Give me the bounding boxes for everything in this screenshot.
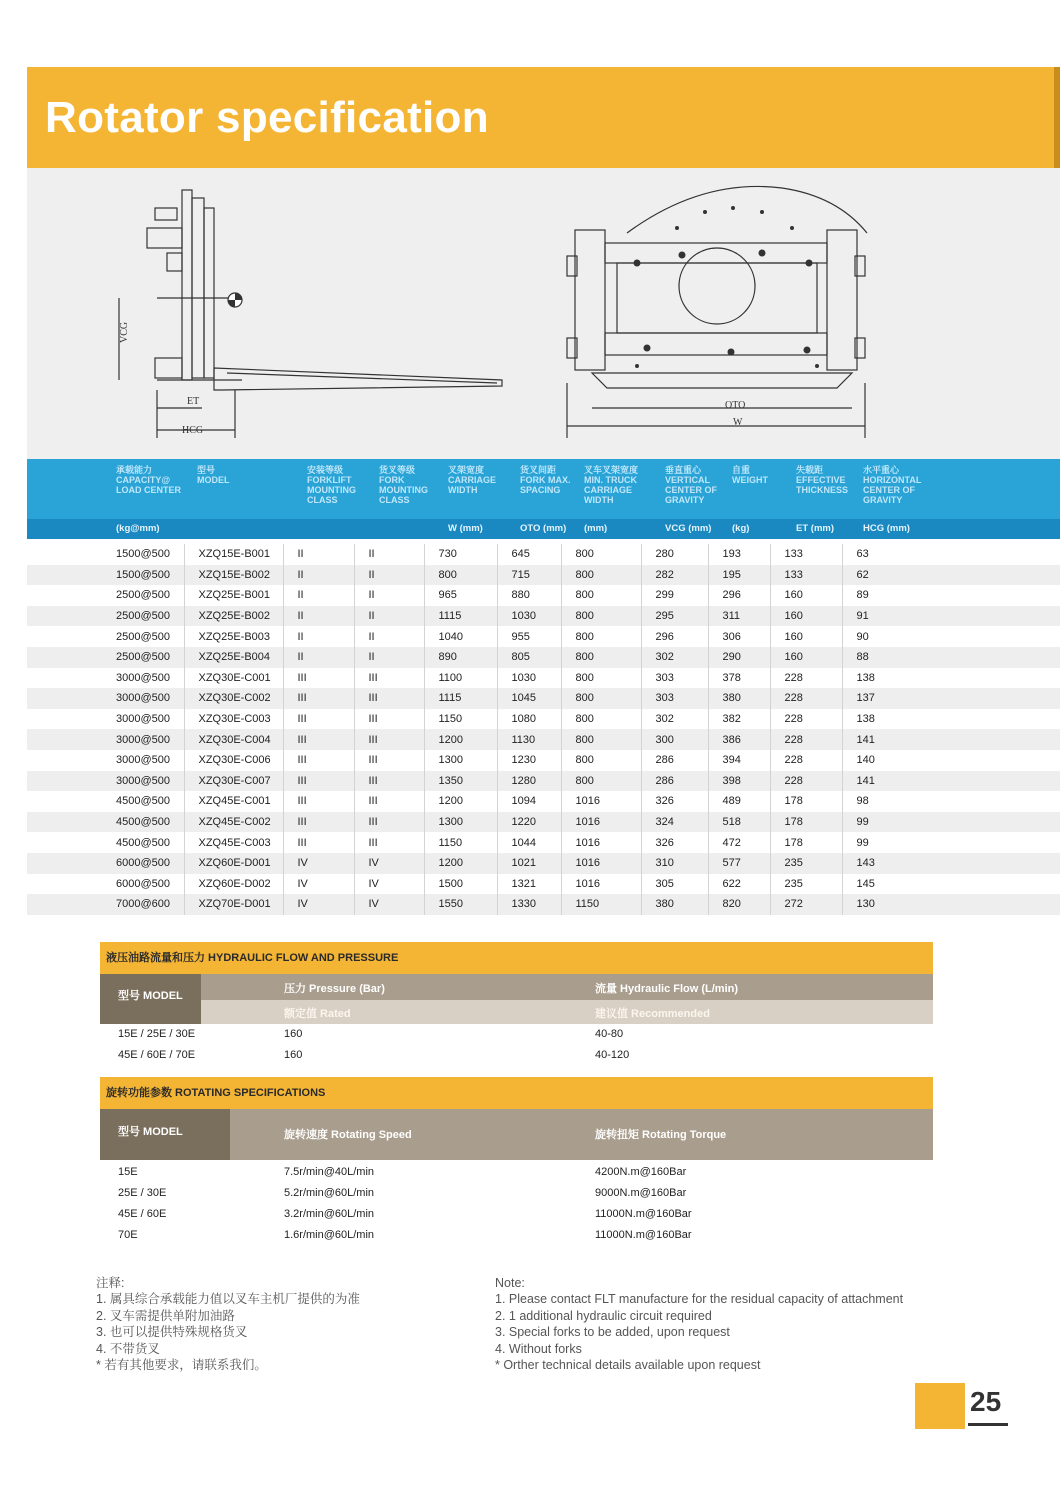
banner-edge [1054, 67, 1060, 168]
table-row [27, 729, 1060, 750]
table-cell: 133 [770, 565, 842, 586]
table-cell: 622 [708, 874, 770, 895]
table-cell: 324 [641, 812, 708, 833]
table-cell: 235 [770, 874, 842, 895]
table-cell: XZQ25E-B003 [184, 626, 283, 647]
table-cell: 1500@500 [27, 565, 184, 586]
table-cell: 91 [842, 606, 1060, 627]
table-cell: 7000@600 [27, 894, 184, 915]
table-cell: 1030 [497, 668, 561, 689]
header-model: 型号 MODEL [197, 465, 230, 485]
recommended-label: 建议值 Recommended [595, 1008, 710, 1020]
table-cell: II [283, 606, 354, 627]
table-cell: 730 [424, 544, 497, 565]
table-cell: 386 [708, 729, 770, 750]
table-cell: 326 [641, 832, 708, 853]
unit-hcg: HCG (mm) [863, 523, 910, 534]
table-cell: 1100 [424, 668, 497, 689]
table-cell: 1094 [497, 791, 561, 812]
table-cell: 1044 [497, 832, 561, 853]
table-cell: 1016 [561, 791, 641, 812]
table-cell: II [354, 647, 424, 668]
page-title: Rotator specification [45, 93, 489, 142]
table-cell: III [283, 812, 354, 833]
title-banner [27, 67, 1060, 168]
speed-label: 旋转速度 Rotating Speed [284, 1129, 412, 1141]
table-cell: III [283, 729, 354, 750]
header-fork-spacing: 货叉间距 FORK MAX. SPACING [520, 465, 571, 495]
table-cell: 4500@500 [116, 795, 170, 808]
table-cell: 88 [842, 647, 1060, 668]
table-cell: II [283, 585, 354, 606]
table-cell: 489 [708, 791, 770, 812]
table-cell: III [354, 709, 424, 730]
rotating-cell: 7.5r/min@40L/min [284, 1166, 375, 1178]
table-cell: 302 [641, 709, 708, 730]
table-cell: 311 [708, 606, 770, 627]
table-cell: 1150 [561, 894, 641, 915]
table-cell: 310 [641, 853, 708, 874]
table-cell: 380 [708, 688, 770, 709]
table-cell: 2500@500 [27, 606, 184, 627]
flow-label: 流量 Hydraulic Flow (L/min) [595, 983, 739, 995]
header-forklift-class: 安装等级 FORKLIFT MOUNTING CLASS [307, 465, 356, 505]
table-cell: XZQ45E-C001 [184, 791, 283, 812]
table-cell: 160 [770, 626, 842, 647]
table-cell: 890 [424, 647, 497, 668]
page-number-underline [968, 1423, 1008, 1426]
hydraulic-cell: 160 [284, 1028, 303, 1040]
table-cell: 178 [770, 812, 842, 833]
table-cell: 1030 [497, 606, 561, 627]
hydraulic-cell: 160 [284, 1049, 303, 1061]
table-cell: 280 [641, 544, 708, 565]
page-number-block [915, 1383, 965, 1429]
rotating-cell: 45E / 60E [118, 1208, 167, 1220]
table-cell: III [354, 771, 424, 792]
table-cell: XZQ70E-D001 [184, 894, 283, 915]
table-cell: III [354, 668, 424, 689]
table-row [27, 750, 1060, 771]
table-cell: 1300 [424, 812, 497, 833]
table-cell: 296 [641, 626, 708, 647]
table-row [27, 832, 1060, 853]
table-cell: II [354, 544, 424, 565]
table-cell: 378 [708, 668, 770, 689]
table-cell: 99 [842, 812, 1060, 833]
table-cell: II [354, 606, 424, 627]
header-capacity: 承载能力 CAPACITY@ LOAD CENTER [116, 465, 181, 495]
header-carriage-width: 叉架宽度 CARRIAGE WIDTH [448, 465, 497, 495]
table-cell: 193 [708, 544, 770, 565]
table-cell: 4500@500 [116, 836, 170, 849]
table-cell: 228 [770, 729, 842, 750]
table-cell: III [283, 709, 354, 730]
table-cell: 3000@500 [116, 754, 170, 767]
table-cell: 800 [561, 606, 641, 627]
table-cell: 1045 [497, 688, 561, 709]
table-cell: II [283, 565, 354, 586]
table-cell: 800 [561, 771, 641, 792]
table-cell: IV [283, 874, 354, 895]
unit-et: ET (mm) [796, 523, 834, 534]
table-row [27, 626, 1060, 647]
table-cell: 1200 [424, 853, 497, 874]
table-cell: III [354, 729, 424, 750]
table-cell: 300 [641, 729, 708, 750]
hydraulic-subheader-row [201, 1000, 933, 1024]
rotating-cell: 9000N.m@160Bar [595, 1187, 687, 1199]
table-cell: 1300 [424, 750, 497, 771]
table-cell: 398 [708, 771, 770, 792]
spec-table-header [27, 459, 1060, 519]
table-cell: 1115 [424, 606, 497, 627]
table-cell: 138 [842, 709, 1060, 730]
rotating-cell: 25E / 30E [118, 1187, 167, 1199]
technical-drawing-area [27, 168, 1060, 459]
table-cell: 1115 [424, 688, 497, 709]
table-cell: 394 [708, 750, 770, 771]
table-cell: III [283, 750, 354, 771]
table-cell: 4500@500 [27, 812, 184, 833]
table-cell: 160 [770, 606, 842, 627]
table-cell: 299 [641, 585, 708, 606]
table-cell: 286 [641, 771, 708, 792]
table-cell: 89 [842, 585, 1060, 606]
unit-weight: (kg) [732, 523, 750, 534]
rotating-section-title: 旋转功能参数 ROTATING SPECIFICATIONS [100, 1077, 933, 1109]
table-cell: 303 [641, 668, 708, 689]
table-cell: 3000@500 [27, 688, 184, 709]
unit-capacity: (kg@mm) [116, 523, 160, 534]
table-row [27, 853, 1060, 874]
table-cell: III [283, 668, 354, 689]
table-cell: III [354, 832, 424, 853]
hydraulic-cell: 45E / 60E / 70E [118, 1049, 196, 1061]
hydraulic-model-header: 型号 MODEL [100, 974, 201, 1024]
table-cell: 800 [561, 565, 641, 586]
table-cell: 800 [561, 688, 641, 709]
table-cell: 137 [842, 688, 1060, 709]
unit-w: W (mm) [448, 523, 483, 534]
table-cell: II [354, 565, 424, 586]
table-cell: XZQ25E-B004 [184, 647, 283, 668]
table-row [27, 668, 1060, 689]
table-cell: 800 [561, 750, 641, 771]
table-cell: 645 [497, 544, 561, 565]
table-row [27, 709, 1060, 730]
table-cell: 380 [641, 894, 708, 915]
table-cell: III [354, 812, 424, 833]
label-oto: OTO [725, 400, 746, 411]
table-cell: 2500@500 [27, 647, 184, 668]
table-cell: 145 [842, 874, 1060, 895]
table-cell: XZQ25E-B002 [184, 606, 283, 627]
rotating-cell: 5.2r/min@60L/min [284, 1187, 375, 1199]
table-cell: 1500 [424, 874, 497, 895]
table-cell: 3000@500 [116, 713, 170, 726]
table-cell: 195 [708, 565, 770, 586]
rotating-cell: 11000N.m@160Bar [595, 1229, 692, 1241]
table-cell: 62 [842, 565, 1060, 586]
table-cell: 800 [561, 668, 641, 689]
table-cell: XZQ30E-C002 [184, 688, 283, 709]
header-truck-carriage: 叉车叉架宽度 MIN. TRUCK CARRIAGE WIDTH [584, 465, 639, 505]
table-cell: 1016 [561, 853, 641, 874]
rotating-cell: 70E [118, 1229, 138, 1241]
table-cell: XZQ15E-B002 [184, 565, 283, 586]
hydraulic-cell: 40-80 [595, 1028, 624, 1040]
label-vcg: VCG [119, 321, 130, 343]
table-cell: 965 [424, 585, 497, 606]
table-cell: 302 [641, 647, 708, 668]
table-cell: XZQ60E-D001 [184, 853, 283, 874]
table-cell: II [283, 626, 354, 647]
table-cell: 228 [770, 750, 842, 771]
table-cell: XZQ30E-C003 [184, 709, 283, 730]
table-cell: 1021 [497, 853, 561, 874]
table-cell: 1550 [424, 894, 497, 915]
table-cell: II [354, 585, 424, 606]
table-cell: 800 [424, 565, 497, 586]
label-hcg: HCG [182, 425, 204, 436]
table-cell: IV [354, 874, 424, 895]
table-cell: XZQ45E-C002 [184, 812, 283, 833]
table-cell: 306 [708, 626, 770, 647]
rotating-cell: 3.2r/min@60L/min [284, 1208, 375, 1220]
table-row [27, 606, 1060, 627]
table-cell: 290 [708, 647, 770, 668]
table-row [27, 874, 1060, 895]
table-cell: 1200 [424, 791, 497, 812]
table-cell: XZQ30E-C004 [184, 729, 283, 750]
table-cell: 326 [641, 791, 708, 812]
hydraulic-cell: 15E / 25E / 30E [118, 1028, 196, 1040]
table-cell: 1321 [497, 874, 561, 895]
table-cell: 295 [641, 606, 708, 627]
table-cell: III [283, 791, 354, 812]
table-cell: 141 [842, 729, 1060, 750]
table-cell: 140 [842, 750, 1060, 771]
spec-table [27, 544, 1060, 915]
table-cell: 160 [770, 585, 842, 606]
table-cell: XZQ30E-C001 [184, 668, 283, 689]
table-cell: 3000@500 [116, 671, 170, 684]
table-cell: 178 [770, 791, 842, 812]
table-row [27, 791, 1060, 812]
table-cell: 1130 [497, 729, 561, 750]
table-cell: 1200 [424, 729, 497, 750]
table-cell: 1220 [497, 812, 561, 833]
table-cell: II [283, 544, 354, 565]
hydraulic-section-title: 液压油路流量和压力 HYDRAULIC FLOW AND PRESSURE [100, 942, 933, 974]
table-cell: 1016 [561, 874, 641, 895]
table-cell: 228 [770, 668, 842, 689]
table-cell: 138 [842, 668, 1060, 689]
table-cell: 820 [708, 894, 770, 915]
notes-chinese: 注释: 1. 属具综合承载能力值以叉车主机厂提供的为准 2. 叉车需提供单附加油路 3. 也可以提供特殊规格货叉 4. 不带货叉 * 若有其他要求，请联系我们。 [96, 1276, 360, 1373]
table-cell: 518 [708, 812, 770, 833]
table-cell: 1080 [497, 709, 561, 730]
table-cell: 1280 [497, 771, 561, 792]
table-cell: 800 [561, 647, 641, 668]
table-cell: 296 [708, 585, 770, 606]
table-cell: II [283, 647, 354, 668]
table-cell: 715 [497, 565, 561, 586]
table-cell: 133 [770, 544, 842, 565]
table-cell: 805 [497, 647, 561, 668]
header-vcg: 垂直重心 VERTICAL CENTER OF GRAVITY [665, 465, 718, 505]
table-cell: 305 [641, 874, 708, 895]
table-cell: 303 [641, 688, 708, 709]
table-cell: 1016 [561, 832, 641, 853]
unit-oto: OTO (mm) [520, 523, 567, 534]
table-cell: II [354, 626, 424, 647]
table-cell: 1150 [424, 832, 497, 853]
table-cell: 2500@500 [116, 630, 170, 643]
table-cell: XZQ60E-D002 [184, 874, 283, 895]
hydraulic-cell: 40-120 [595, 1049, 630, 1061]
table-cell: 141 [842, 771, 1060, 792]
table-cell: IV [354, 853, 424, 874]
table-cell: XZQ15E-B001 [184, 544, 283, 565]
table-row [27, 544, 1060, 565]
table-cell: 90 [842, 626, 1060, 647]
torque-label: 旋转扭矩 Rotating Torque [595, 1129, 727, 1141]
table-cell: 800 [561, 729, 641, 750]
table-cell: 99 [842, 832, 1060, 853]
table-cell: 1500@500 [116, 548, 170, 561]
rotating-model-header: 型号 MODEL [100, 1109, 230, 1160]
table-cell: 800 [561, 585, 641, 606]
side-view-drawing [27, 168, 527, 459]
table-cell: 98 [842, 791, 1060, 812]
label-et: ET [187, 396, 200, 407]
table-cell: 286 [641, 750, 708, 771]
table-row [27, 771, 1060, 792]
table-row [27, 585, 1060, 606]
table-cell: IV [283, 853, 354, 874]
table-cell: 800 [561, 544, 641, 565]
table-cell: IV [283, 894, 354, 915]
rated-label: 额定值 Rated [284, 1008, 351, 1020]
table-cell: XZQ25E-B001 [184, 585, 283, 606]
label-w: W [733, 417, 743, 428]
table-cell: 3000@500 [27, 729, 184, 750]
table-cell: 130 [842, 894, 1060, 915]
table-cell: 6000@500 [116, 877, 170, 890]
table-cell: XZQ45E-C003 [184, 832, 283, 853]
table-cell: 577 [708, 853, 770, 874]
table-cell: 382 [708, 709, 770, 730]
table-row [27, 894, 1060, 915]
header-fork-class: 货叉等级 FORK MOUNTING CLASS [379, 465, 428, 505]
rotating-cell: 11000N.m@160Bar [595, 1208, 692, 1220]
pressure-label: 压力 Pressure (Bar) [284, 983, 385, 995]
table-cell: III [283, 688, 354, 709]
table-cell: 1230 [497, 750, 561, 771]
table-cell: 1150 [424, 709, 497, 730]
table-cell: 178 [770, 832, 842, 853]
table-cell: XZQ30E-C006 [184, 750, 283, 771]
table-cell: III [354, 791, 424, 812]
table-cell: 143 [842, 853, 1060, 874]
table-row [27, 647, 1060, 668]
table-cell: III [354, 750, 424, 771]
table-cell: III [354, 688, 424, 709]
table-cell: 63 [842, 544, 1060, 565]
table-cell: 228 [770, 709, 842, 730]
table-cell: 1330 [497, 894, 561, 915]
table-row [27, 565, 1060, 586]
notes-english: Note: 1. Please contact FLT manufacture for the residual capacity of attachment 2. 1 additional hydraulic circuit required 3. Special forks to be added, upon request 4. Without forks * Orther technical details available upon request [495, 1276, 904, 1373]
table-cell: 800 [561, 709, 641, 730]
table-cell: 160 [770, 647, 842, 668]
table-cell: 6000@500 [27, 853, 184, 874]
header-weight: 自重 WEIGHT [732, 465, 768, 485]
table-cell: 235 [770, 853, 842, 874]
table-cell: 2500@500 [116, 589, 170, 602]
table-cell: 272 [770, 894, 842, 915]
unit-truck: (mm) [584, 523, 608, 534]
table-cell: III [283, 771, 354, 792]
table-cell: 472 [708, 832, 770, 853]
rotating-header-row [230, 1109, 933, 1160]
header-hcg: 水平重心 HORIZONTAL CENTER OF GRAVITY [863, 465, 922, 505]
front-view-drawing [547, 168, 907, 459]
table-cell: 955 [497, 626, 561, 647]
table-cell: 800 [561, 626, 641, 647]
hydraulic-header-row [201, 974, 933, 1000]
table-cell: 228 [770, 771, 842, 792]
spec-table-units [27, 519, 1060, 539]
table-cell: XZQ30E-C007 [184, 771, 283, 792]
table-cell: 228 [770, 688, 842, 709]
table-row [27, 688, 1060, 709]
table-cell: 1016 [561, 812, 641, 833]
table-cell: III [283, 832, 354, 853]
rotating-cell: 15E [118, 1166, 138, 1178]
table-row [27, 812, 1060, 833]
table-cell: 3000@500 [27, 771, 184, 792]
rotating-cell: 1.6r/min@60L/min [284, 1229, 375, 1241]
table-cell: 1040 [424, 626, 497, 647]
page-number: 25 [970, 1386, 1002, 1417]
table-cell: 1350 [424, 771, 497, 792]
rotating-cell: 4200N.m@160Bar [595, 1166, 687, 1178]
header-et: 失载距 EFFECTIVE THICKNESS [796, 465, 849, 495]
table-cell: IV [354, 894, 424, 915]
table-cell: 282 [641, 565, 708, 586]
table-cell: 880 [497, 585, 561, 606]
unit-vcg: VCG (mm) [665, 523, 712, 534]
